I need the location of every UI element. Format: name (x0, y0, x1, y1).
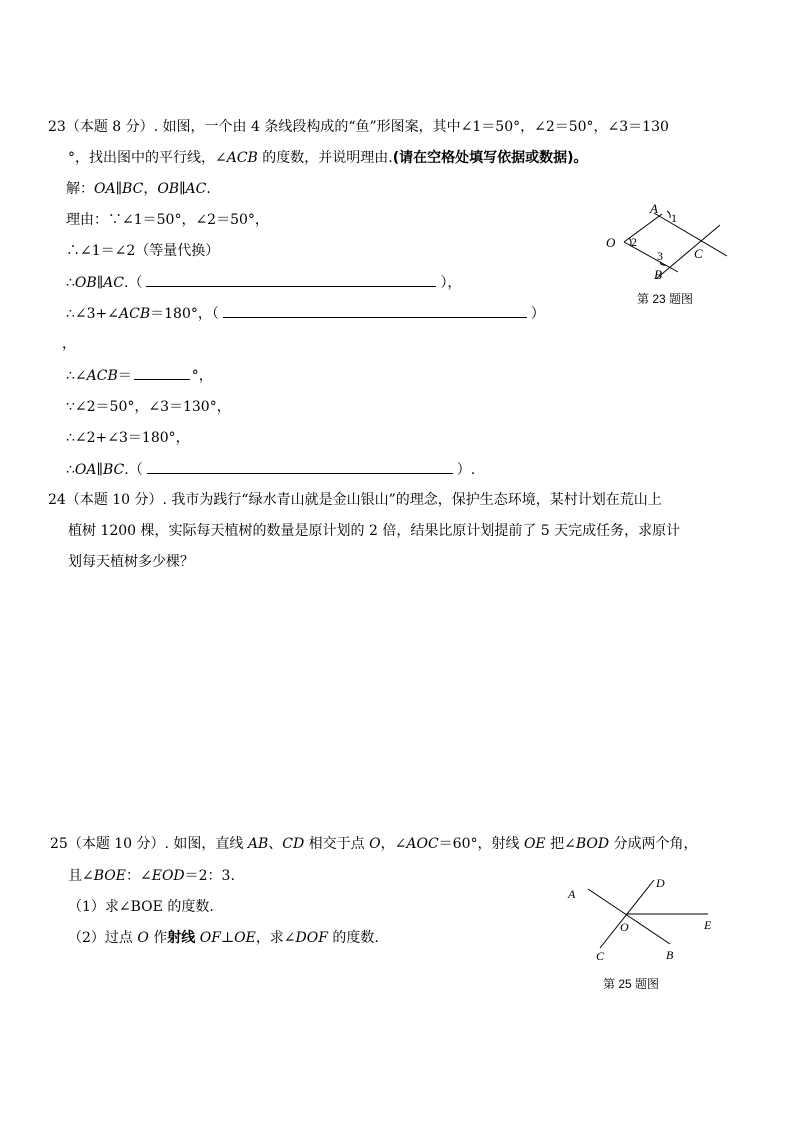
q23-line2-acb: ACB (226, 150, 258, 166)
q23-r3 (66, 272, 461, 293)
q25-p2b: 作 (148, 930, 168, 946)
q23-r8-a: ∴ (66, 462, 75, 478)
q23-figure-caption: 第 23 题图 (637, 292, 694, 306)
q25-line2 (68, 866, 235, 886)
fig23-label-2: 2 (631, 235, 637, 249)
fig25-label-b: B (666, 948, 674, 962)
fig23-angle1-arc (667, 211, 670, 218)
q25-oe: OE (523, 836, 546, 852)
q25-p2o: O (137, 930, 149, 946)
q25-l2b: ：∠ (125, 868, 152, 884)
q25-eod: EOD (151, 868, 185, 884)
fig25-label-d: D (656, 876, 665, 890)
q23-r2: ∴∠1＝∠2（等量代换） (66, 243, 220, 259)
q25-figure-caption: 第 25 题图 (603, 977, 660, 991)
q24-line3: 划每天植树多少棵？ (68, 554, 194, 570)
q25-line1 (50, 834, 698, 854)
q23-ans-d: OB∥AC (157, 181, 207, 197)
fig23-label-3: 3 (657, 249, 663, 263)
q23-r7: ∴∠2+∠3＝180°， (66, 430, 190, 446)
fig25-label-o: O (620, 920, 629, 934)
q25-t3: 相交于点 (304, 836, 370, 852)
q23-r3-b: OB∥AC (74, 275, 124, 291)
q23-r6: ∵∠2＝50°，∠3＝130°， (66, 399, 231, 415)
q25-part1: （1）求∠BOE 的度数. (68, 899, 214, 915)
q23-r5-a: ∴∠ (66, 368, 87, 384)
q25-t6: 把∠ (545, 836, 576, 852)
q23-r8-c: .（ (124, 462, 143, 478)
q23-r4-d: ） (530, 306, 545, 322)
q23-blank-1[interactable] (146, 272, 436, 287)
q23-r4 (66, 303, 545, 324)
q23-ans-a: 解： (66, 181, 94, 197)
q23-r3-c: .（ (123, 275, 143, 291)
q23-r4-b: ACB (119, 306, 151, 322)
q25-p2d: ，求∠ (255, 930, 296, 946)
q25-bod: BOD (575, 836, 610, 852)
fig23-label-a: A (650, 201, 658, 216)
q25-t7: 分成两个角， (609, 836, 698, 852)
q25-t2: 、 (268, 836, 283, 852)
q23-line2 (68, 148, 588, 168)
q23-ans-b: OA∥BC (94, 181, 144, 197)
q25-aoc: AOC (406, 836, 439, 852)
q23-line2-b: 的度数，并说明理由. (257, 150, 393, 166)
q25-cd: CD (282, 836, 305, 852)
q25-t1: 25（本题 10 分）. 如图，直线 (50, 836, 248, 852)
q25-p2-bold: 射线 (167, 930, 196, 946)
q23-answer (66, 179, 211, 199)
fig25-label-e: E (704, 918, 712, 932)
q23-ans-c: ， (143, 181, 158, 197)
q25-figure (560, 872, 730, 972)
q23-line2-a: °，找出图中的平行线，∠ (68, 150, 227, 166)
q25-t4: ，∠ (380, 836, 407, 852)
q25-p2of: OF⊥OE (199, 930, 256, 946)
q23-r8 (66, 459, 475, 480)
q25-l2a: 且∠ (68, 868, 94, 884)
q25-p2a: （2）过点 (68, 930, 138, 946)
q25-t5: ＝60°，射线 (438, 836, 524, 852)
q23-r8-d: ）. (456, 462, 476, 478)
q25-o: O (369, 836, 381, 852)
fig25-line-ab (588, 889, 670, 944)
q23-r5-c: ＝ (117, 368, 132, 384)
q23-reason1: 理由：∵∠1＝50°，∠2＝50°， (66, 212, 269, 228)
q23-r4-a: ∴∠3+∠ (66, 306, 120, 322)
q23-r3-d: ）， (440, 275, 462, 291)
fig23-label-o: O (606, 235, 616, 250)
fig23-label-c: C (694, 246, 703, 261)
fig25-label-a: A (568, 887, 576, 901)
q23-r5-b: ACB (86, 368, 118, 384)
q23-blank-4[interactable] (147, 459, 453, 474)
q23-r4-comma: ， (62, 336, 76, 352)
q23-r4-c: ＝180°，（ (150, 306, 219, 322)
q23-blank-3[interactable] (134, 365, 190, 380)
q25-part2 (68, 928, 379, 948)
q23-r8-b: OA∥BC (74, 462, 125, 478)
q23-r3-a: ∴ (66, 275, 75, 291)
q23-blank-2[interactable] (223, 303, 527, 318)
fig25-label-c: C (596, 949, 605, 963)
q23-instruction: (请在空格处填写依据或数据)。 (392, 150, 588, 166)
fig23-label-1: 1 (671, 211, 677, 225)
q25-p2e: 的度数. (327, 930, 379, 946)
q24-line1: 24（本题 10 分）. 我市为践行“绿水青山就是金山银山”的理念，保护生态环境，某村计划在荒山上 (48, 492, 662, 508)
q25-l2c: ＝2：3. (184, 868, 235, 884)
q24-line2: 植树 1200 棵，实际每天植树的数量是原计划的 2 倍，结果比原计划提前了 5 天完成任务，求原计 (68, 523, 681, 539)
q23-r5 (66, 365, 213, 386)
q23-figure (598, 198, 738, 288)
q25-ab: AB (247, 836, 269, 852)
fig23-label-b: B (654, 267, 662, 282)
fig23-segment-oa (624, 214, 662, 242)
q25-boe: BOE (93, 868, 126, 884)
q23-r5-d: °， (191, 368, 213, 384)
q23-line1: 23（本题 8 分）. 如图，一个由 4 条线段构成的“鱼”形图案，其中∠1＝50°，∠2＝50°，∠3＝130 (48, 119, 669, 135)
q25-p2dof: DOF (295, 930, 328, 946)
q23-ans-e: . (206, 181, 211, 197)
